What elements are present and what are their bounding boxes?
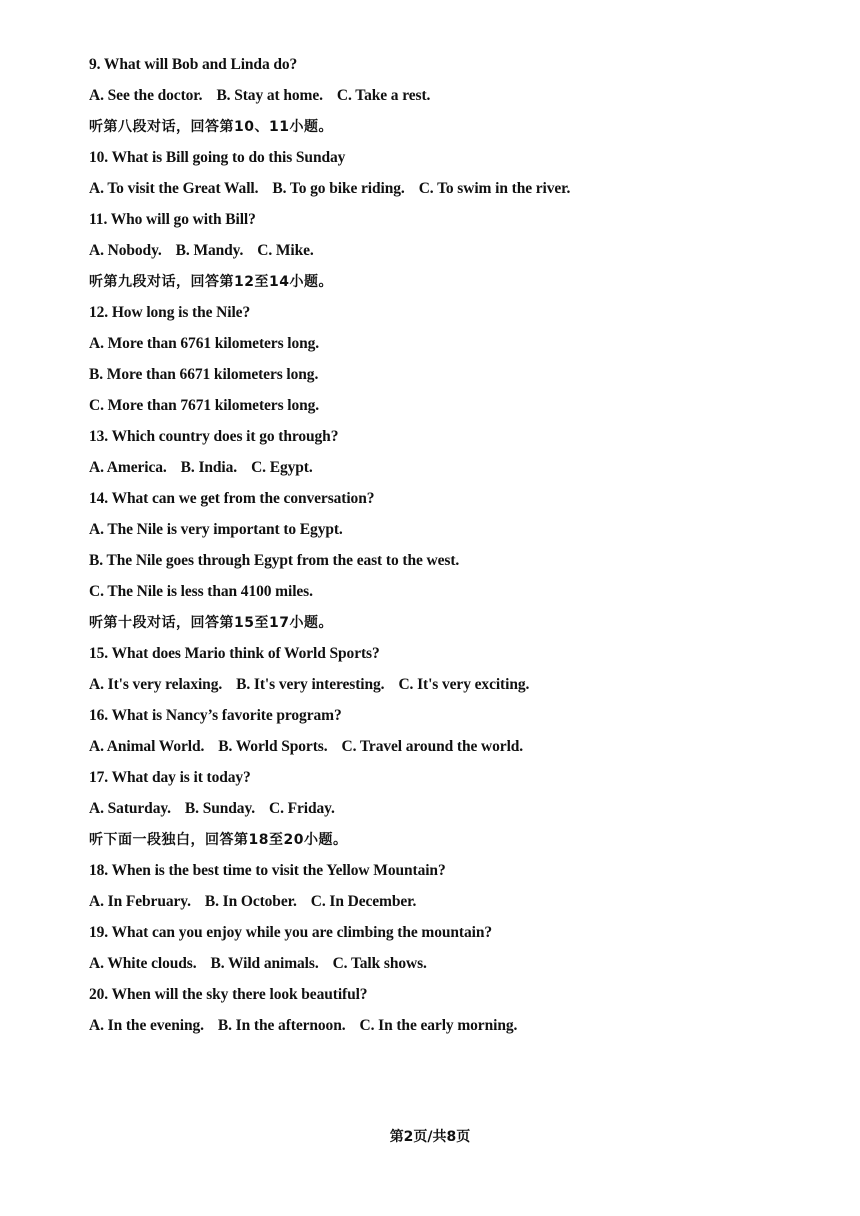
answer-option: A. To visit the Great Wall. [89, 180, 259, 197]
question-text: 18. When is the best time to visit the Yellow Mountain? [89, 862, 446, 879]
answer-option: B. To go bike riding. [272, 180, 405, 197]
answer-option: B. Wild animals. [210, 955, 319, 972]
question-text: 12. How long is the Nile? [89, 304, 251, 321]
answer-option: C. More than 7671 kilometers long. [89, 397, 320, 414]
answer-options-row [89, 1013, 809, 1044]
answer-option: C. Talk shows. [332, 955, 427, 972]
answer-option: C. The Nile is less than 4100 miles. [89, 583, 313, 600]
answer-option: A. Nobody. [89, 242, 162, 259]
answer-option: B. India. [180, 459, 238, 476]
question-text: 14. What can we get from the conversation? [89, 490, 375, 507]
question-text: 9. What will Bob and Linda do? [89, 56, 298, 73]
answer-options-row [89, 951, 809, 982]
answer-option: C. In the early morning. [359, 1017, 518, 1034]
answer-option: C. Take a rest. [336, 87, 431, 104]
answer-option: A. The Nile is very important to Egypt. [89, 521, 343, 538]
section-instruction: 听第八段对话，回答第10、11小题。 [89, 119, 333, 135]
question-text: 13. Which country does it go through? [89, 428, 339, 445]
answer-option: B. World Sports. [218, 738, 328, 755]
answer-option: C. Egypt. [251, 459, 313, 476]
answer-option: C. Friday. [269, 800, 335, 817]
listening-section-content [89, 52, 809, 1044]
section-instruction: 听下面一段独白，回答第18至20小题。 [89, 832, 348, 848]
answer-option: B. The Nile goes through Egypt from the east to the west. [89, 552, 460, 569]
answer-options-row [89, 796, 809, 827]
answer-option: A. America. [89, 459, 167, 476]
answer-option: B. In October. [204, 893, 297, 910]
question-text: 10. What is Bill going to do this Sunday [89, 149, 346, 166]
answer-option: B. Sunday. [184, 800, 256, 817]
question-text: 11. Who will go with Bill? [89, 211, 256, 228]
page-number: 第2页/共8页 [389, 1129, 471, 1145]
question-text: 17. What day is it today? [89, 769, 251, 786]
answer-option: A. In the evening. [89, 1017, 204, 1034]
section-instruction: 听第十段对话，回答第15至17小题。 [89, 615, 333, 631]
answer-option: B. More than 6671 kilometers long. [89, 366, 319, 383]
question-text: 15. What does Mario think of World Sports? [89, 645, 380, 662]
answer-option: B. Stay at home. [216, 87, 323, 104]
answer-option: B. Mandy. [175, 242, 244, 259]
answer-option: B. It's very interesting. [236, 676, 385, 693]
answer-option: A. In February. [89, 893, 191, 910]
answer-options-row [89, 83, 809, 114]
answer-option: B. In the afternoon. [217, 1017, 346, 1034]
answer-option: C. It's very exciting. [398, 676, 530, 693]
answer-options-row [89, 455, 809, 486]
answer-options-row [89, 889, 809, 920]
answer-option: A. More than 6761 kilometers long. [89, 335, 320, 352]
answer-option: A. White clouds. [89, 955, 197, 972]
question-text: 16. What is Nancy’s favorite program? [89, 707, 342, 724]
answer-option: A. Saturday. [89, 800, 171, 817]
answer-options-row [89, 672, 809, 703]
question-text: 20. When will the sky there look beautiful? [89, 986, 368, 1003]
answer-option: A. It's very relaxing. [89, 676, 223, 693]
answer-option: C. Travel around the world. [341, 738, 524, 755]
section-instruction: 听第九段对话，回答第12至14小题。 [89, 274, 333, 290]
answer-options-row [89, 176, 809, 207]
answer-option: C. In December. [310, 893, 417, 910]
answer-option: C. To swim in the river. [418, 180, 571, 197]
answer-option: C. Mike. [257, 242, 314, 259]
answer-option: A. See the doctor. [89, 87, 203, 104]
answer-options-row [89, 734, 809, 765]
answer-options-row [89, 238, 809, 269]
answer-option: A. Animal World. [89, 738, 205, 755]
question-text: 19. What can you enjoy while you are climbing the mountain? [89, 924, 493, 941]
